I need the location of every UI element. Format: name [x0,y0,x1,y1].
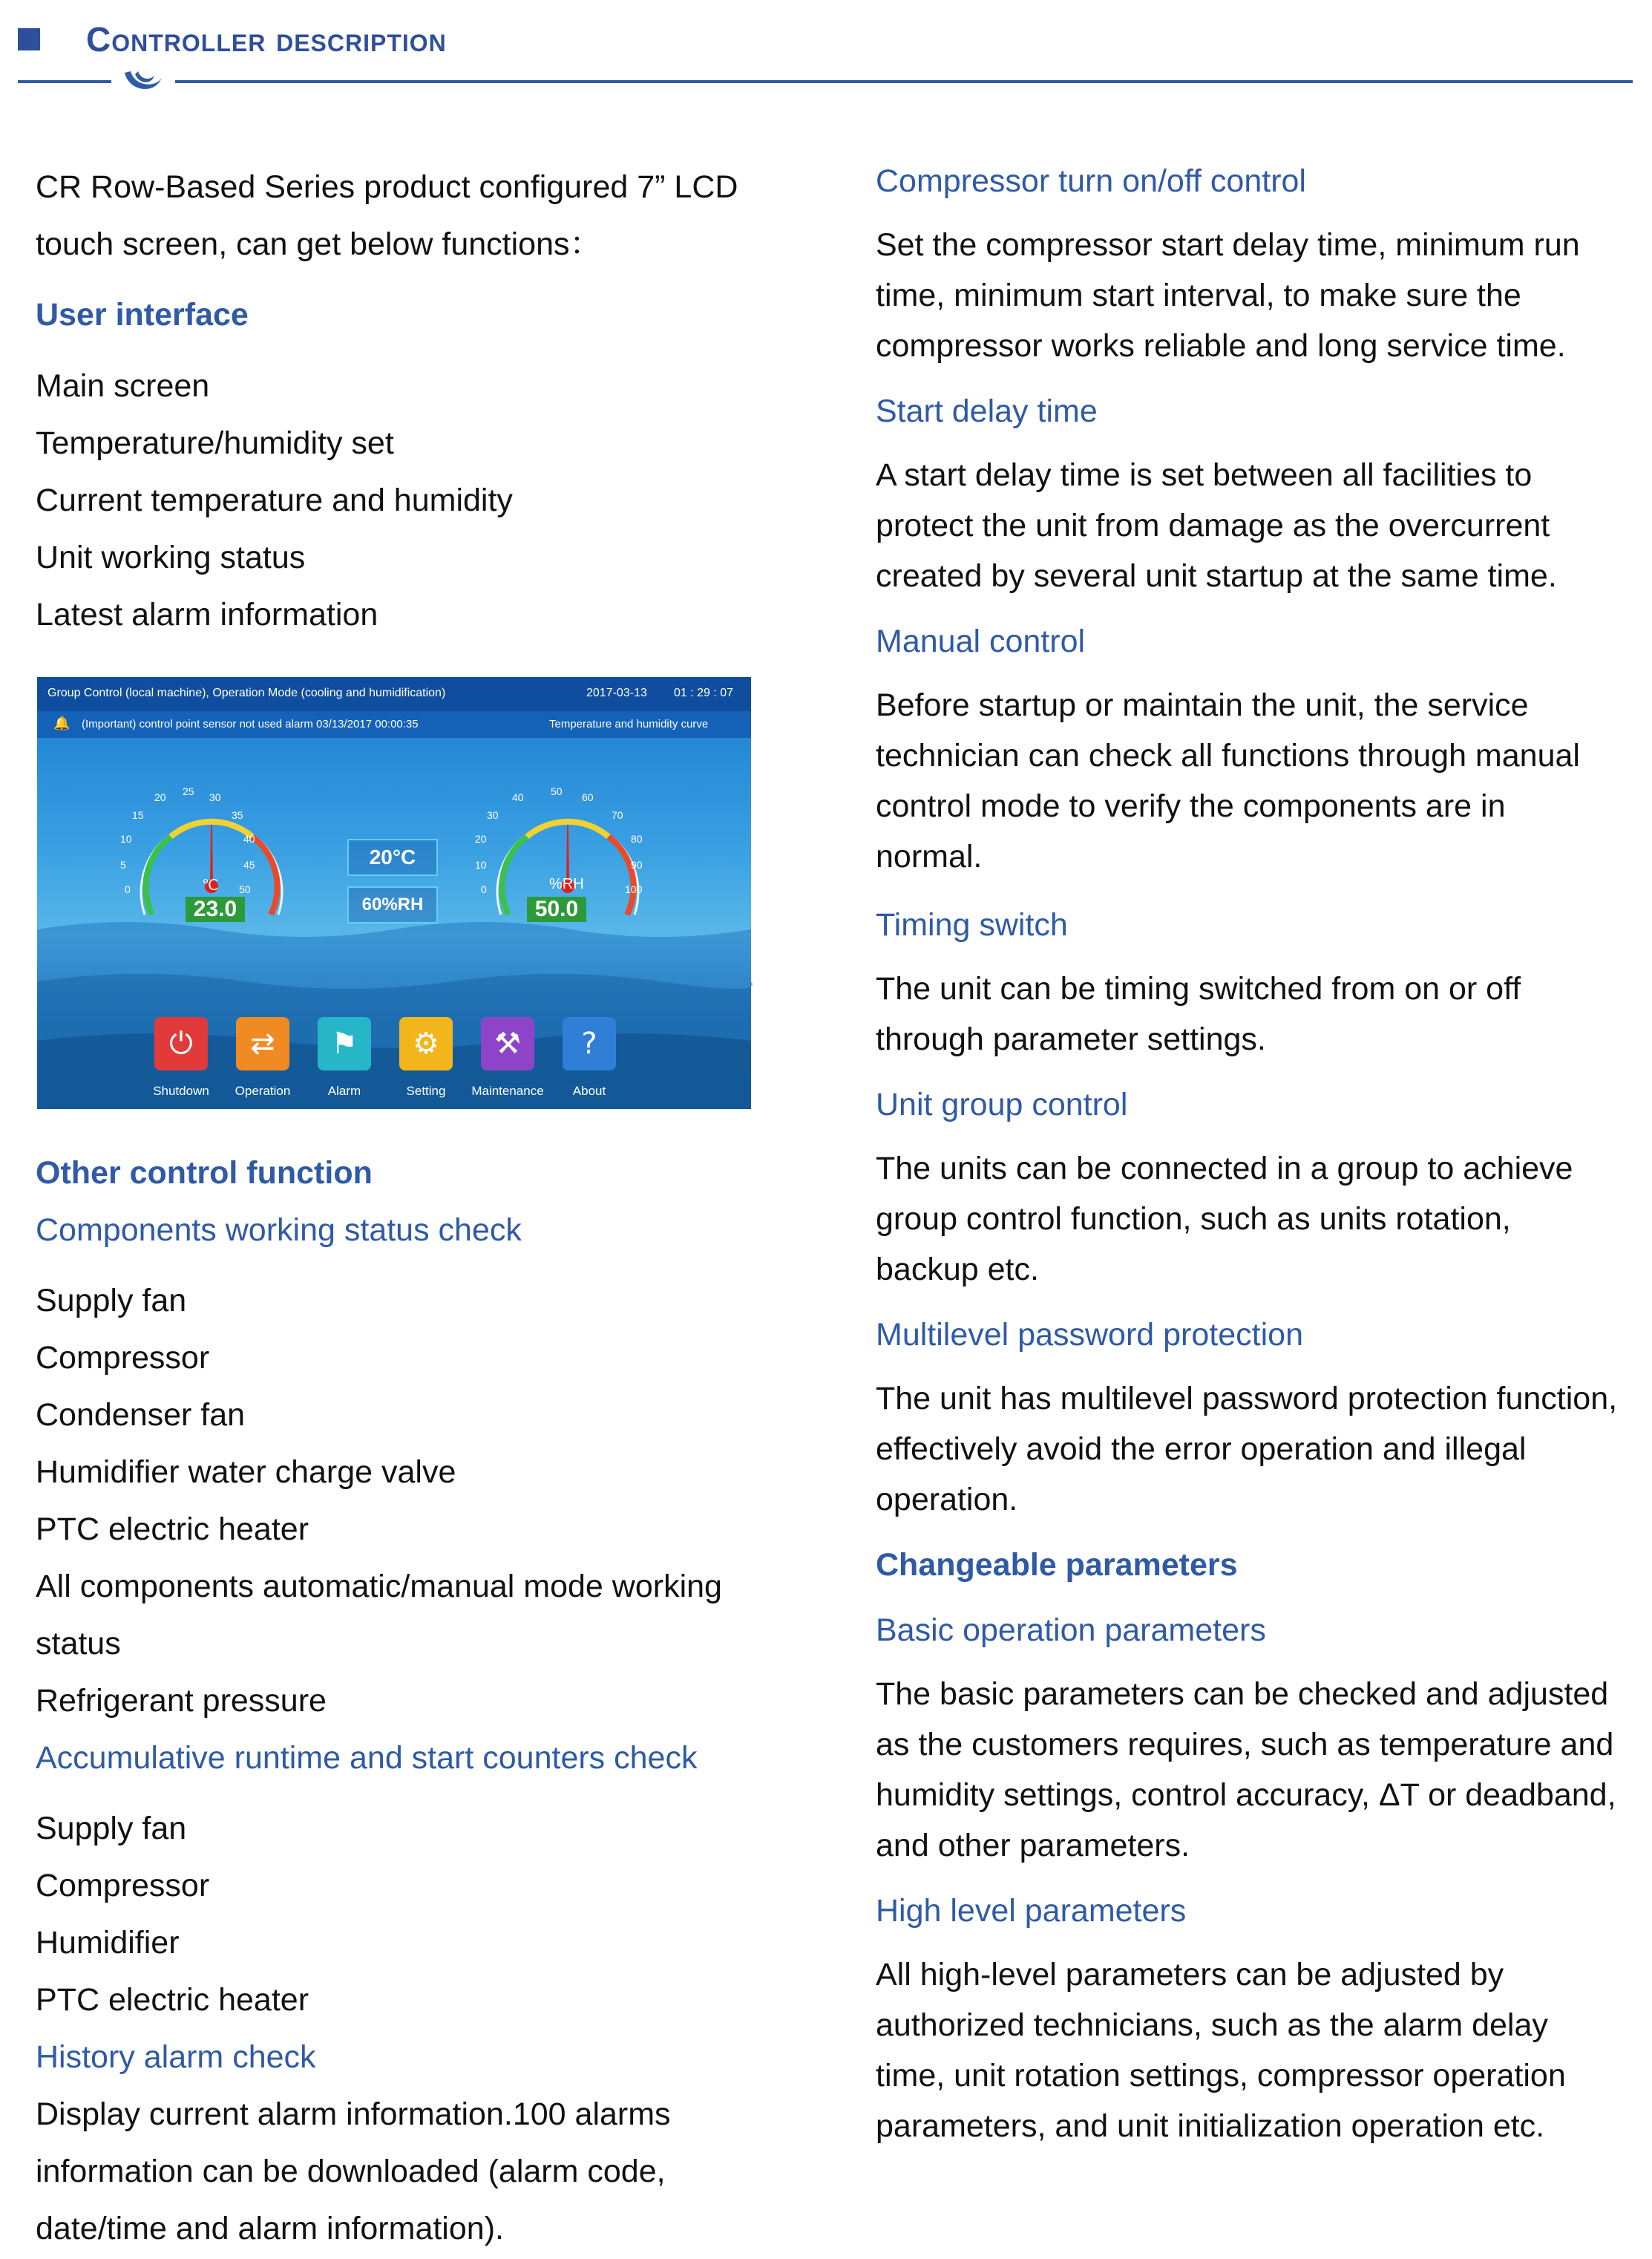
hum-tick: 10 [475,859,487,871]
button-label: Maintenance [471,1084,544,1098]
button-label: Operation [235,1084,291,1098]
temp-unit: ℃ [202,877,219,894]
components-subheading: Components working status check [36,1212,522,1248]
list-item: PTC electric heater [36,1982,309,2018]
page-title: Controller description [86,20,447,59]
hum-tick: 20 [475,833,487,845]
other-control-heading: Other control function [36,1155,373,1191]
temp-tick: 10 [120,833,132,845]
about-button[interactable] [563,1017,616,1070]
group-control-body: The units can be connected in a group to achieve group control function, such as units rotation, backup etc. [876,1151,1573,1287]
password-body: The unit has multilevel password protection function, effectively avoid the error operation and illegal operation. [876,1381,1618,1517]
list-item: All components automatic/manual mode working status [36,1569,722,1661]
hum-unit: %RH [549,876,584,892]
list-item: Supply fan [36,1811,187,1846]
alarm-message: (Important) control point sensor not used alarm 03/13/2017 00:00:35 [82,718,419,730]
user-interface-heading: User interface [36,297,249,333]
basic-parameters-title: Basic operation parameters [876,1612,1266,1648]
screen-alarm-bar [37,711,751,738]
swap-icon: ⇄ [250,1027,275,1061]
hum-tick: 0 [481,883,487,895]
temp-tick: 40 [243,833,255,845]
temp-tick: 0 [76,1143,82,1156]
button-label: About [572,1084,606,1098]
hum-tick: 50 [551,785,563,797]
compressor-control-body: Set the compressor start delay time, minimum run time, minimum start interval, to make sure the compressor works reliable and long service time. [876,227,1580,364]
list-item: Compressor [36,1868,210,1903]
screen-status-bar [37,677,751,711]
button-label: Shutdown [153,1084,209,1098]
start-delay-title: Start delay time [876,393,1098,429]
list-item: Refrigerant pressure [36,1683,327,1719]
date-text: 2017-03-13 [586,687,647,699]
question-icon: ? [581,1027,597,1061]
temp-tick: 0 [125,883,131,895]
temp-tick: 45 [243,859,255,871]
maintenance-button[interactable] [481,1017,534,1070]
button-label: Alarm [327,1084,361,1098]
temp-tick: 20 [154,791,166,803]
mode-text: Group Control (local machine), Operation Mode (cooling and humidification) [47,687,446,699]
hum-tick: 70 [612,809,623,821]
temp-tick: 30 [209,791,221,803]
list-item: Supply fan [36,1283,187,1318]
temp-tick: 35 [232,809,243,821]
bell-icon: 🔔 [53,716,71,730]
history-subheading: History alarm check [36,2039,316,2075]
temp-tick: 50 [239,883,251,895]
hum-tick: 80 [631,833,643,845]
alarm-button[interactable] [318,1017,371,1070]
temp-tick: 5 [120,859,126,871]
list-item: PTC electric heater [36,1511,309,1547]
list-item: Condenser fan [36,1397,246,1433]
bell-icon: ⚑ [331,1027,358,1061]
humidity-setpoint[interactable]: 60%RH [347,886,438,923]
group-control-title: Unit group control [876,1087,1128,1122]
humidity-gauge [482,796,653,944]
list-item: Humidifier water charge valve [36,1454,456,1490]
start-delay-body: A start delay time is set between all facilities to protect the unit from damage as the overcurrent created by several unit startup at the same time. [876,457,1557,594]
temp-value-display: 23.0 [186,897,245,922]
button-label: Setting [406,1084,446,1098]
list-item: Unit working status [36,540,306,575]
hum-tick: 40 [512,791,524,803]
temperature-gauge [126,796,297,944]
temp-tick: 25 [183,785,194,797]
gear-icon: ⚙ [413,1027,439,1061]
hum-tick: 30 [487,809,499,821]
list-item: Main screen [36,368,210,404]
operation-button[interactable] [236,1017,289,1070]
manual-control-title: Manual control [876,624,1086,659]
hum-value-display: 50.0 [527,897,586,922]
header-divider-left [18,80,111,83]
compressor-control-title: Compressor turn on/off control [876,163,1306,199]
list-item: Temperature/humidity set [36,425,394,461]
hum-tick: 90 [631,859,643,871]
wave-logo-icon [119,62,168,101]
temp-tick: 15 [132,809,144,821]
intro-text: CR Row-Based Series product configured 7” LCD touch screen, can get below functions： [36,169,738,262]
password-title: Multilevel password protection [876,1317,1303,1353]
curve-link[interactable]: Temperature and humidity curve [549,718,709,730]
tools-icon: ⚒ [494,1027,521,1061]
list-item: Current temperature and humidity [36,483,513,518]
changeable-parameters-heading: Changeable parameters [876,1547,1238,1583]
basic-parameters-body: The basic parameters can be checked and adjusted as the customers requires, such as temperature and humidity settings, control accuracy, ΔT or deadband, and other parameters. [876,1676,1616,1863]
timing-switch-title: Timing switch [876,907,1068,943]
controller-screen-image [37,677,751,1156]
hum-tick: 60 [582,791,594,803]
high-level-body: All high-level parameters can be adjusted by authorized technicians, such as the alarm delay time, unit rotation settings, compressor operation parameters, and unit initialization operation etc. [876,1957,1566,2144]
temp-setpoint[interactable]: 20°C [347,839,438,876]
shutdown-button[interactable] [154,1017,208,1070]
high-level-title: High level parameters [876,1893,1187,1929]
timing-switch-body: The unit can be timing switched from on or off through parameter settings. [876,971,1521,1057]
list-item: Compressor [36,1340,210,1376]
power-icon: ⏻ [169,1027,193,1061]
time-text: 01 : 29 : 07 [674,687,734,699]
list-item: Latest alarm information [36,597,378,632]
header-divider-right [175,80,1633,83]
header-square-icon [18,28,40,50]
setting-button[interactable] [399,1017,453,1070]
hum-tick: 100 [625,883,643,895]
history-body: Display current alarm information.100 alarms information can be downloaded (alarm code, date/time and alarm information). [36,2096,671,2246]
manual-control-body: Before startup or maintain the unit, the service technician can check all functions through manual control mode to verify the components are in normal. [876,687,1580,874]
runtime-subheading: Accumulative runtime and start counters check [36,1740,698,1776]
list-item: Humidifier [36,1925,180,1961]
